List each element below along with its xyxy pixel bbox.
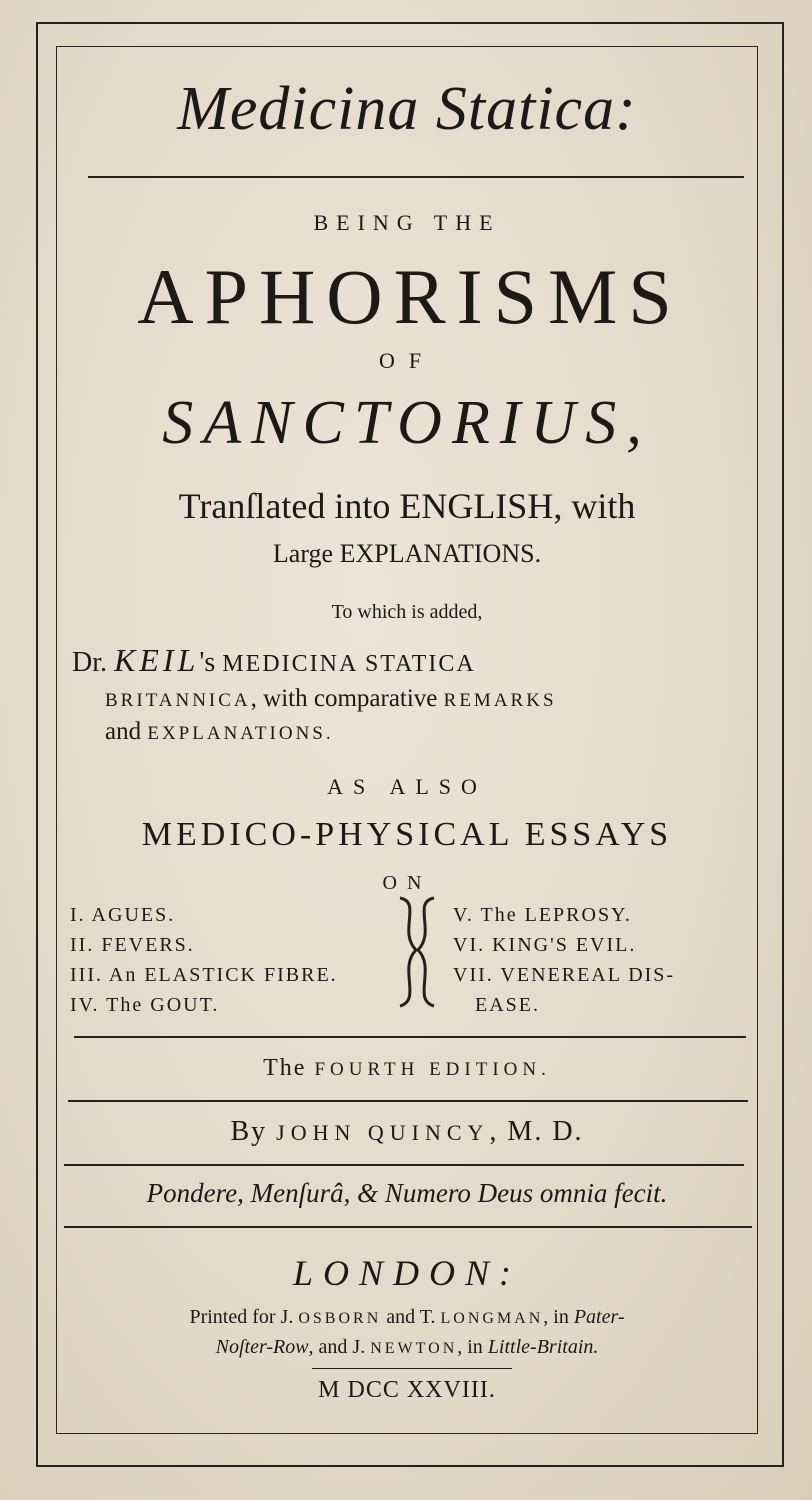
explanations-word: EXPLANATIONS.	[147, 723, 334, 744]
author-name: SANCTORIUS,	[162, 389, 652, 457]
byline-degree: , M. D.	[489, 1116, 584, 1147]
essay-item: VII. VENEREAL DIS-	[453, 964, 676, 986]
imprint-text: , and J.	[308, 1336, 371, 1358]
on-line: ON	[382, 872, 432, 894]
book-title: Medicina Statica:	[177, 75, 637, 143]
britannica-word: BRITANNICA	[105, 690, 251, 711]
rule-above-byline	[68, 1100, 748, 1102]
essay-list-left	[70, 900, 338, 1020]
edition-rest: FOURTH EDITION.	[314, 1059, 551, 1080]
keil-possessive: 's	[199, 647, 223, 678]
of-line: OF	[378, 348, 436, 373]
keil-name: KEIL	[114, 642, 200, 678]
imprint-line-2	[56, 1337, 758, 1357]
essay-item: EASE.	[475, 994, 540, 1016]
imprint-longman: LONGMAN	[440, 1310, 544, 1327]
essay-list-right	[453, 900, 675, 1020]
publication-year: M DCC XXVIII.	[318, 1377, 496, 1403]
byline	[56, 1118, 758, 1146]
imprint-osborn: OSBORN	[298, 1310, 382, 1327]
edition-the: The	[263, 1055, 315, 1081]
remarks-word: REMARKS	[443, 690, 557, 711]
imprint-text: , in	[543, 1306, 574, 1328]
explanations-line	[105, 719, 755, 744]
britannica-rest: , with comparative	[250, 685, 444, 712]
imprint-text: Printed for J.	[189, 1306, 299, 1328]
keil-dr: Dr.	[72, 647, 114, 678]
motto: Pondere, Menſurâ, & Numero Deus omnia fecit.	[146, 1178, 668, 1208]
rule-above-imprint	[64, 1226, 752, 1228]
translated-line: Tranſlated into ENGLISH, with	[178, 486, 636, 526]
essay-item: VI. KING'S EVIL.	[453, 934, 637, 956]
essays-heading: MEDICO-PHYSICAL ESSAYS	[141, 816, 673, 853]
britannica-line	[105, 686, 755, 711]
and-word: and	[105, 718, 148, 745]
double-brace-ornament	[392, 892, 442, 1012]
essay-item: II. FEVERS.	[70, 934, 195, 956]
byline-by: By	[230, 1116, 277, 1147]
byline-name: JOHN QUINCY	[276, 1120, 490, 1145]
added-intro-line: To which is added,	[331, 601, 483, 623]
keil-work: MEDICINA STATICA	[222, 651, 476, 677]
imprint-little-britain: Little-Britain.	[487, 1336, 599, 1358]
year-rule	[312, 1368, 512, 1369]
aphorisms-heading: APHORISMS	[137, 253, 683, 340]
rule-above-edition	[74, 1036, 746, 1038]
as-also-line: AS ALSO	[327, 774, 487, 799]
essay-item: V. The LEPROSY.	[453, 904, 632, 926]
keil-line	[72, 644, 752, 677]
essay-item: IV. The GOUT.	[70, 994, 220, 1016]
being-the-line: BEING THE	[313, 210, 501, 235]
rule-above-motto	[64, 1164, 744, 1166]
city: LONDON:	[292, 1253, 522, 1293]
edition-line	[56, 1056, 758, 1080]
title-rule	[88, 176, 744, 178]
imprint-line-1	[56, 1307, 758, 1327]
imprint-text: , in	[457, 1336, 488, 1358]
imprint-text: and T.	[381, 1306, 441, 1328]
large-explanations-line: Large EXPLANATIONS.	[272, 539, 542, 568]
imprint-pater: Pater-	[573, 1306, 625, 1328]
imprint-noster: Noſter-Row	[215, 1336, 309, 1358]
imprint-newton: NEWTON	[370, 1340, 458, 1357]
essay-item: I. AGUES.	[70, 904, 176, 926]
essay-item: III. An ELASTICK FIBRE.	[70, 964, 338, 986]
